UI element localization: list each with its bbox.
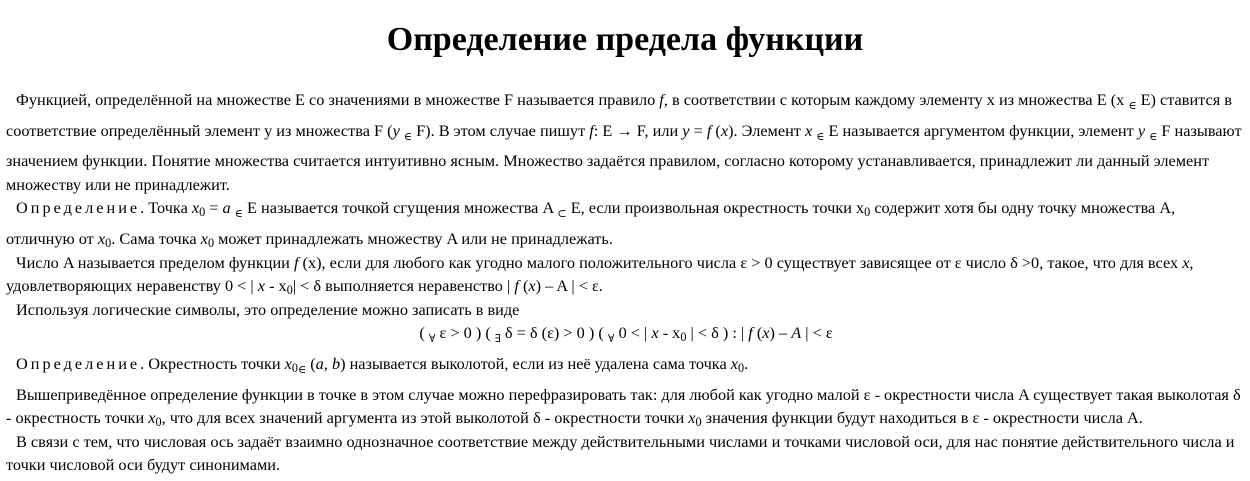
paragraph-number-line: В связи с тем, что числовая ось задаёт взаимно однозначное соответствие между действительными числами и точками числовой оси, для нас понятие действительного числа и точки числовой оси будут синонимами. <box>6 431 1235 475</box>
article-body <box>6 88 1246 477</box>
paragraph-function-definition: Функцией, определённой на множестве E со значениями в множестве F называется правило f, в соответствии с которым каждому элементу x из множества E (x $_\in$ E) ставится в соответствие определённый элемент y из множества F (y $_\in$ F). В этом случае пишут f: E → F, или y = f (x). Элемент x $_\in$ E называется аргументом функции, элемент y $_\in$ F называют значением функции. Понятие множества считается интуитивно ясным. Множество задаётся правилом, согласно которому устанавливается, принадлежит ли данный элемент множеству или не принадлежит. <box>6 90 1242 194</box>
limit-formula: ( $_\forall$ ε > 0 ) ( $_\exists$ δ = δ (ε) > 0 ) ( $_\forall$ 0 < | x - $x_0$ | < δ ) : | f (x) – A | < ε <box>419 323 833 346</box>
paragraph-limit-definition: Число A называется пределом функции f (x), если для любого как угодно малого положительного числа ε > 0 существует зависящее от ε число δ >0, такое, что для всех x, удовлетворяющих неравенству 0 < | $x - x_0| < \delta$ выполняется неравенство | f (x) – A | < ε. <box>6 252 1194 298</box>
definition-label: Определение <box>16 353 141 373</box>
paragraph-logical-symbols: Используя логические символы, это определение можно записать в виде <box>16 299 520 319</box>
definition-label: Определение <box>16 198 141 218</box>
paragraph-punctured-neighborhood: Определение. Окрестность точки $x_{0\in}$ (a, b) называется выколотой, если из неё удалена сама точка $x_0$. <box>16 353 749 376</box>
paragraph-accumulation-point: Определение. Точка $x_0 = a$ $_\in$ E называется точкой сгущения множества A $_\subset$ E, если произвольная окрестность точки $x_0$ содержит хотя бы одну точку множества A, отличную от $x_0$. Сама точка $x_0$ может принадлежать множеству A или не принадлежать. <box>6 198 1176 250</box>
page-title: Определение предела функции <box>386 21 864 58</box>
paragraph-rephrased-definition: Вышеприведённое определение функции в точке в этом случае можно перефразировать так: для любой как угодно малой ε - окрестности числа A существует такая выколотая δ - окрестность точки $x_0$, что для всех значений аргумента из этой выколотой δ - окрестности точки $x_0$ значения функции будут находиться в ε - окрестности числа A. <box>6 384 1241 430</box>
